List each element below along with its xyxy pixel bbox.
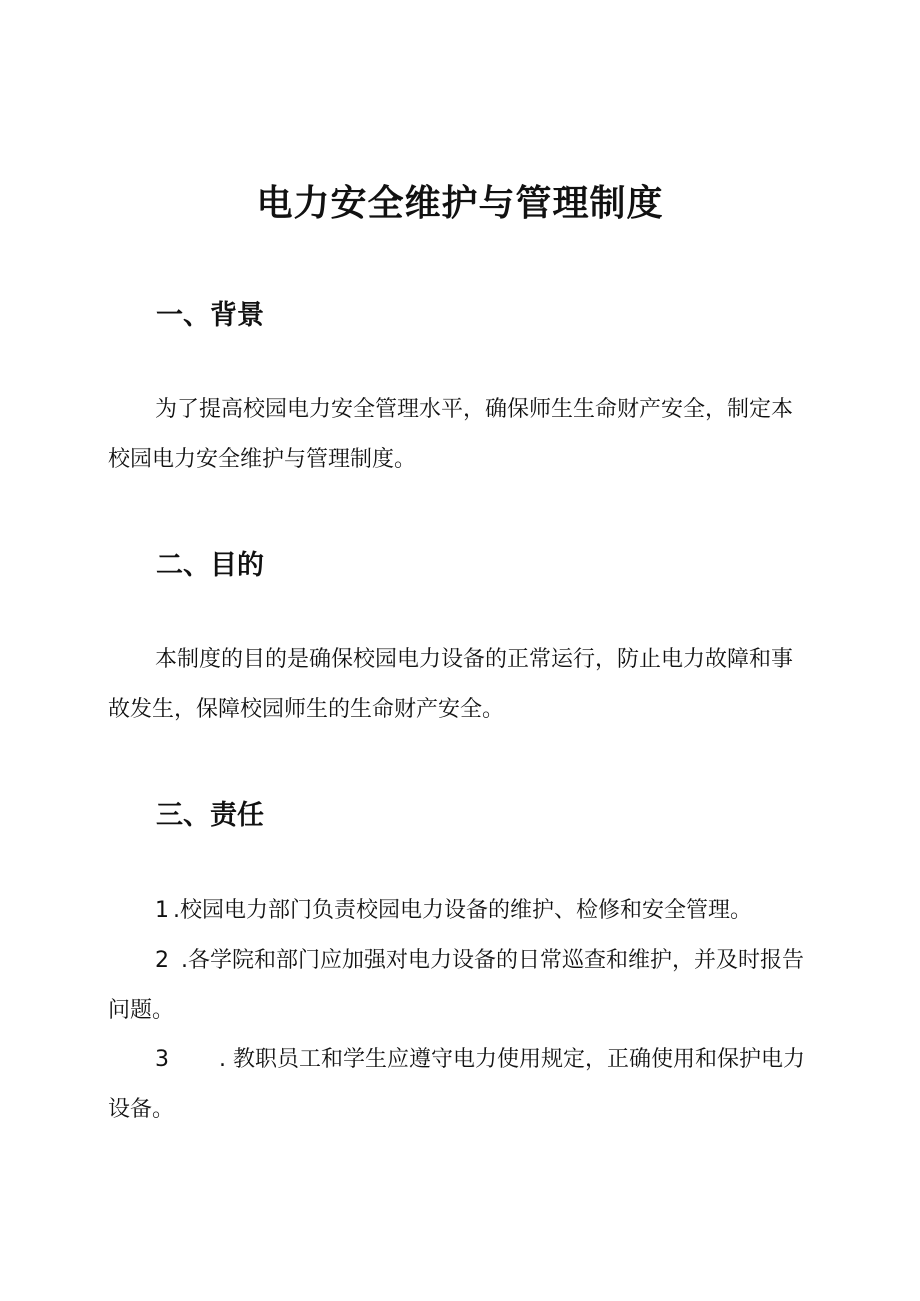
- list-item: [108, 886, 808, 936]
- list-item-text: .校园电力部门负责校园电力设备的维护、检修和安全管理。: [173, 898, 752, 923]
- section-paragraph-purpose: 本制度的目的是确保校园电力设备的正常运行，防止电力故障和事故发生，保障校园师生的生命财产安全。: [108, 647, 794, 722]
- list-item: [108, 1035, 808, 1135]
- list-item-number: 2: [155, 948, 169, 973]
- section-paragraph-background: 为了提高校园电力安全管理水平，确保师生生命财产安全，制定本校园电力安全维护与管理制度。: [108, 397, 794, 472]
- list-item-text: .各学院和部门应加强对电力设备的日常巡查和维护，并及时报告问题。: [108, 948, 804, 1023]
- section-heading-background: 一、背景: [156, 300, 264, 331]
- list-item-number: 3: [155, 1047, 169, 1072]
- document-title: 电力安全维护与管理制度: [256, 183, 664, 224]
- list-item-number: 1: [155, 898, 169, 923]
- list-item-text: . 教职员工和学生应遵守电力使用规定，正确使用和保护电力设备。: [108, 1047, 805, 1122]
- section-heading-purpose: 二、目的: [156, 550, 264, 581]
- section-heading-responsibility: 三、责任: [156, 800, 264, 831]
- list-item: [108, 936, 808, 1036]
